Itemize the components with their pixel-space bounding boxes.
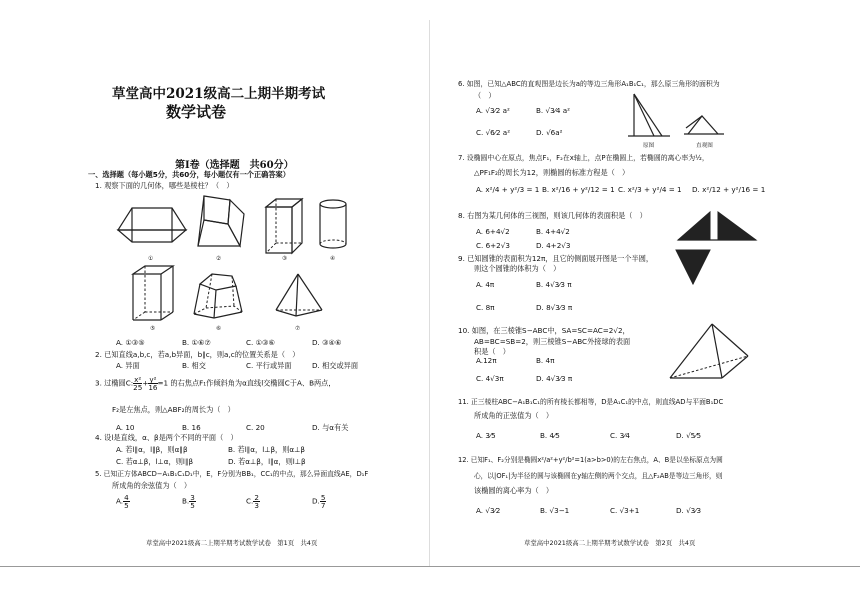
- section-one-heading: 一、选择题（每小题5分，共60分，每小题仅有一个正确答案）: [88, 170, 290, 179]
- q5-option-d: D. $\frac{5}{7}$: [312, 493, 326, 510]
- q5-option-c: C. $\frac{2}{3}$: [246, 493, 259, 510]
- q4-option-b: B. 若l∥α，l⊥β，则α⊥β: [228, 445, 306, 454]
- q6-option-c: C. √6⁄2 a²: [476, 128, 511, 137]
- question-6-text: 6. 如图，已知△ABC的直观图是边长为a的等边三角形A₁B₁C₁，那么原三角形的面积为: [458, 80, 720, 88]
- q5-option-a: A. $\frac{4}{5}$: [116, 493, 129, 510]
- q6-caption-intuitive: 直观图: [696, 143, 713, 149]
- page-2-footer: 草堂高中2021级高二上期半期考试数学试卷 第2页 共4页: [524, 539, 696, 547]
- page-1-footer: 草堂高中2021级高二上期半期考试数学试卷 第1页 共4页: [146, 539, 318, 547]
- q1-option-b: B. ①⑥⑦: [182, 338, 211, 347]
- figure-label-4: ④: [330, 256, 336, 262]
- q4-option-d: D. 若α⊥β，l∥α，则l⊥β: [228, 457, 306, 466]
- figure-6-pentagonal-prism: [190, 272, 250, 324]
- q11-option-d: D. √5⁄5: [676, 431, 702, 440]
- q11-option-b: B. 4⁄5: [540, 431, 560, 440]
- question-4-text: 4. 设l是直线，α、β是两个不同的平面（ ）: [95, 433, 238, 442]
- q10-option-d: D. 4√3⁄3 π: [536, 374, 573, 383]
- q3-option-c: C. 20: [246, 423, 265, 432]
- q1-option-c: C. ①③⑥: [246, 338, 275, 347]
- q4-option-c: C. 若α⊥β，l⊥α，则l∥β: [116, 457, 194, 466]
- scan-edge-bottom: [0, 566, 860, 567]
- q9-option-d: D. 8√3⁄3 π: [536, 303, 573, 312]
- figure-label-5: ⑤: [150, 326, 156, 332]
- q11-option-a: A. 3⁄5: [476, 431, 496, 440]
- figure-label-7: ⑦: [295, 326, 301, 332]
- q9-option-c: C. 8π: [476, 303, 495, 312]
- q3-option-d: D. 与α有关: [312, 423, 349, 432]
- q8-option-b: B. 4+4√2: [536, 227, 570, 236]
- q2-option-c: C. 平行或异面: [246, 361, 292, 370]
- q1-option-d: D. ③④⑥: [312, 338, 342, 347]
- q7-option-b: B. x²/16 + y²/12 = 1: [542, 185, 615, 194]
- q4-option-a: A. 若l∥α，l∥β，则α∥β: [116, 445, 188, 454]
- question-7-line2: △PF₁F₂的周长为12，则椭圆的标准方程是（ ）: [474, 168, 630, 177]
- question-3-line2: F₂是左焦点，则△ABF₂的周长为（ ）: [112, 405, 235, 414]
- q6-option-d: D. √6a²: [536, 128, 563, 137]
- section-title: 第Ⅰ卷（选择题 共60分）: [175, 160, 294, 171]
- q5-option-b: B. $\frac{3}{5}$: [182, 493, 195, 510]
- question-12-line3: 该椭圆的离心率为（ ）: [474, 486, 554, 495]
- q11-option-c: C. 3⁄4: [610, 431, 630, 440]
- figure-label-3: ③: [282, 256, 288, 262]
- question-3-text: 3. 过椭圆C: $\frac{\text{x²}}{25}$ + $\frac{\text{y²}}{16}$ =1 的右焦点F₁作倾斜角为α直线l交椭圆C于A、B两点，: [95, 375, 336, 392]
- q7-option-a: A. x²/4 + y²/3 = 1: [476, 185, 540, 194]
- q10-option-b: B. 4π: [536, 356, 555, 365]
- figure-label-6: ⑥: [216, 326, 222, 332]
- exam-page-2: [430, 0, 860, 609]
- q2-option-b: B. 相交: [182, 361, 206, 370]
- question-12-line2: 心，以|OF₁|为半径的圆与该椭圆在y轴左侧的两个交点，且△F₂AB是等边三角形，则: [474, 472, 723, 480]
- figure-q10-tetrahedron: [664, 322, 764, 382]
- question-9-line2: 则这个圆锥的体积为（ ）: [474, 264, 561, 273]
- question-9-text: 9. 已知圆锥的表面积为12π，且它的侧面展开图是一个半圆，: [458, 254, 654, 263]
- q3-option-a: A. 10: [116, 423, 135, 432]
- q2-option-a: A. 异面: [116, 361, 140, 370]
- question-10-line2: AB=BC=SB=2，则三棱锥S−ABC外接球的表面: [474, 337, 631, 346]
- q7-option-c: C. x²/3 + y²/4 = 1: [618, 185, 682, 194]
- q12-option-a: A. √3⁄2: [476, 506, 501, 515]
- question-2-text: 2. 已知直线a,b,c，若a,b异面，b∥c，则a,c的位置关系是（ ）: [95, 350, 300, 359]
- q12-option-d: D. √3⁄3: [676, 506, 702, 515]
- figure-q8-three-views: [670, 210, 766, 290]
- question-1-text: 1. 观察下面的几何体，哪些是棱柱？（ ）: [95, 181, 234, 190]
- question-7-text: 7. 设椭圆中心在原点，焦点F₁，F₂在x轴上，点P在椭圆上，若椭圆的离心率为½，: [458, 154, 709, 162]
- question-6-paren: （ ）: [474, 91, 496, 100]
- question-10-text: 10. 如图，在三棱锥S−ABC中，SA=SC=AC=2√2，: [458, 326, 630, 335]
- question-5-text: 5. 已知正方体ABCD−A₁B₁C₁D₁中，E，F分别为BB₁，CC₁的中点，那么异面直线AE，D₁F: [95, 470, 369, 478]
- subject-title: 数学试卷: [166, 103, 227, 121]
- figure-5-prism: [127, 264, 183, 326]
- school-title: 草堂高中2021级高二上期半期考试: [112, 86, 326, 102]
- question-12-text: 12. 已知F₁、F₂分别是椭圆x²/a²+y²/b²=1(a>b>0)的左右焦点，A、B是以坐标原点为圆: [458, 456, 723, 464]
- figure-q6-triangles: [626, 92, 726, 146]
- q9-option-b: B. 4√3⁄3 π: [536, 280, 572, 289]
- q1-option-a: A. ①③⑤: [116, 338, 145, 347]
- q12-option-b: B. √3−1: [540, 506, 570, 515]
- q6-option-a: A. √3⁄2 a²: [476, 106, 510, 115]
- q8-option-c: C. 6+2√3: [476, 241, 510, 250]
- question-5-line2: 所成角的余弦值为（ ）: [112, 481, 192, 490]
- q6-caption-original: 原图: [643, 143, 655, 149]
- figure-4-cylinder: [316, 198, 350, 256]
- q3-option-b: B. 16: [182, 423, 201, 432]
- q8-option-a: A. 6+4√2: [476, 227, 510, 236]
- figure-label-2: ②: [216, 256, 222, 262]
- page-divider: [429, 20, 430, 566]
- q8-option-d: D. 4+2√3: [536, 241, 571, 250]
- question-10-line3: 积是（ ）: [474, 347, 510, 356]
- question-11-line2: 所成角的正弦值为（ ）: [474, 411, 554, 420]
- figure-label-1: ①: [148, 256, 154, 262]
- q12-option-c: C. √3+1: [610, 506, 640, 515]
- figure-2-frustum: [190, 194, 250, 256]
- q10-option-c: C. 4√3π: [476, 374, 504, 383]
- question-8-text: 8. 右图为某几何体的三视图，则该几何体的表面积是（ ）: [458, 211, 647, 220]
- q6-option-b: B. √3⁄4 a²: [536, 106, 570, 115]
- q9-option-a: A. 4π: [476, 280, 495, 289]
- figure-7-pyramid: [272, 272, 328, 322]
- question-11-text: 11. 正三棱柱ABC−A₁B₁C₁的所有棱长都相等，D是A₁C₁的中点，则直线AD与平面B₁DC: [458, 398, 724, 406]
- q10-option-a: A.12π: [476, 356, 497, 365]
- q7-option-d: D. x²/12 + y²/16 = 1: [692, 185, 766, 194]
- figure-3-cuboid: [262, 197, 308, 257]
- q2-option-d: D. 相交或异面: [312, 361, 359, 370]
- figure-1-prism: [112, 200, 192, 252]
